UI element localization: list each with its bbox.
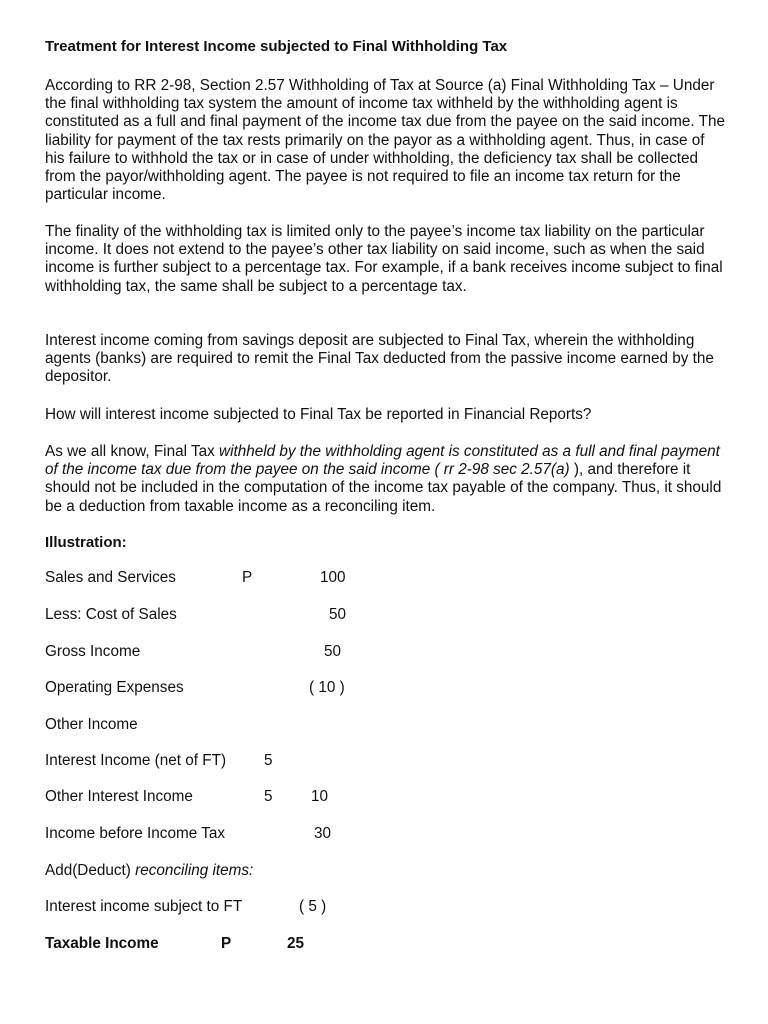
row-sub-amount: 5 [264, 788, 273, 805]
paragraph-answer [45, 443, 725, 516]
row-income-before-tax [45, 824, 445, 844]
paragraph-finality: The finality of the withholding tax is limited only to the payee’s income tax liability on the particular income. It does not extend to the payee’s other tax liability on said income, such as when the said income is further subject to a percentage tax. For example, if a bank receives income subject to final withholding tax, the same shall be subject to a percentage tax. [45, 223, 723, 295]
row-currency: P [221, 935, 232, 952]
row-currency: P [242, 569, 253, 586]
row-other-interest-income [45, 787, 445, 807]
row-amount: 50 [324, 643, 342, 660]
answer-text-italic: withheld by the withholding agent is constituted as a full and final payment of the income tax due from the payee on the said income ( rr 2-98 sec 2.57(a) [45, 443, 720, 479]
row-other-income [45, 715, 445, 735]
row-interest-income-net [45, 751, 445, 771]
paragraph-question: How will interest income subjected to Final Tax be reported in Financial Reports? [45, 406, 592, 423]
row-label: Other Income [45, 716, 138, 733]
document-page [45, 38, 725, 952]
illustration-heading: Illustration: [45, 534, 127, 551]
row-label: Sales and Services [45, 569, 176, 586]
row-amount: 50 [329, 606, 347, 623]
row-label: Less: Cost of Sales [45, 606, 177, 623]
row-amount: 100 [320, 569, 346, 586]
row-label: Taxable Income [45, 935, 159, 952]
row-amount: 10 [311, 788, 329, 805]
answer-text-end: ), and therefore it should not be included in the computation of the income tax payable of the company. Thus, it should be a deduction from taxable income as a reconciling item. [45, 461, 722, 515]
row-label: Interest income subject to FT [45, 898, 243, 915]
row-reconciling-items [45, 861, 445, 881]
row-label-italic: reconciling items: [135, 862, 254, 879]
row-amount: ( 5 ) [299, 898, 327, 915]
row-sales-and-services [45, 568, 445, 588]
row-sub-amount: 5 [264, 752, 273, 769]
paragraph-savings-deposit: Interest income coming from savings deposit are subjected to Final Tax, wherein the withholding agents (banks) are required to remit the Final Tax deducted from the passive income earned by the depositor. [45, 332, 714, 386]
row-label: Operating Expenses [45, 679, 184, 696]
row-amount: 25 [287, 935, 305, 952]
row-label [45, 861, 253, 881]
row-taxable-income [45, 934, 445, 954]
row-gross-income [45, 642, 445, 662]
document-title: Treatment for Interest Income subjected to Final Withholding Tax [45, 38, 508, 55]
row-cost-of-sales [45, 605, 445, 625]
row-label: Interest Income (net of FT) [45, 752, 227, 769]
paragraph-rr-2-98: According to RR 2-98, Section 2.57 Withholding of Tax at Source (a) Final Withholding Tax – Under the final withholding tax system the amount of income tax withheld by the withholding agent is constituted as a full and final payment of the income tax due from the payee on the said income. The liability for payment of the tax rests primarily on the payor as a withholding agent. Thus, in case of his failure to withhold the tax or in case of under withholding, the deficiency tax shall be collected from the payor/withholding agent. The payee is not required to file an income tax return for the particular income. [45, 77, 725, 204]
row-operating-expenses [45, 678, 445, 698]
row-amount: 30 [314, 825, 332, 842]
row-label: Gross Income [45, 643, 141, 660]
row-label-plain: Add(Deduct) [45, 862, 136, 879]
row-label: Income before Income Tax [45, 825, 225, 842]
row-amount: ( 10 ) [309, 679, 345, 696]
answer-text-start: As we all know, Final Tax [45, 443, 220, 460]
row-interest-subject-ft [45, 897, 445, 917]
row-label: Other Interest Income [45, 788, 193, 805]
